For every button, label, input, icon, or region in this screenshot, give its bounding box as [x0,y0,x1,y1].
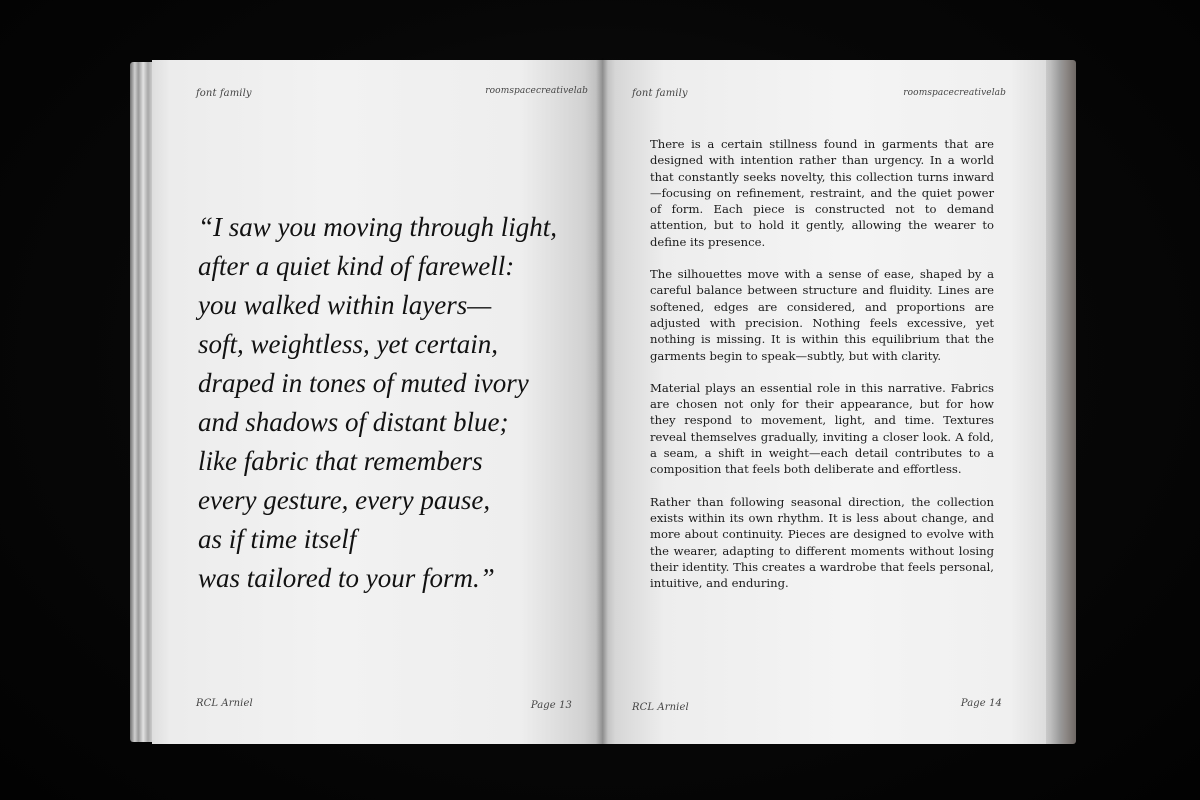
body-paragraph: There is a certain stillness found in garments that are designed with intention rather than urgency. In a world that constantly seeks novelty, this collection turns inward—focusing on refinement, restraint, and the quiet power of form. Each piece is constructed not to demand attention, but to hold it gently, allowing the wearer to define its presence. [650,137,994,249]
quote-line: every gesture, every pause, [198,485,491,515]
left-footer-author: RCL Arniel [196,698,253,709]
quote-line: was tailored to your form.” [198,563,495,593]
quote-line: as if time itself [198,524,357,554]
quote-line: draped in tones of muted ivory [198,368,529,398]
left-page-number: Page 13 [530,700,572,711]
left-page [152,60,602,744]
quote-line: you walked within layers— [198,290,492,320]
quote-line: “I saw you moving through light, [198,212,558,242]
left-header-site: roomspacecreativelab [485,86,588,96]
right-page-number: Page 14 [960,698,1002,709]
poem-quote [198,208,598,598]
body-text [650,136,994,607]
quote-line: and shadows of distant blue; [198,407,509,437]
quote-line: after a quiet kind of farewell: [198,251,515,281]
quote-line: like fabric that remembers [198,446,483,476]
right-header-site: roomspacecreativelab [903,88,1006,98]
right-page [602,60,1046,744]
left-header-label: font family [196,88,252,99]
right-header-label: font family [632,88,688,99]
body-paragraph: Rather than following seasonal direction, the collection exists within its own rhythm. It is less about change, and more about continuity. Pieces are designed to evolve with the wearer, adapting to different moments without losing their identity. This creates a wardrobe that feels personal, intuitive, and enduring. [650,494,994,591]
body-paragraph: Material plays an essential role in this narrative. Fabrics are chosen not only for their appearance, but for how they respond to movement, light, and time. Textures reveal themselves gradually, inviting a closer look. A fold, a seam, a shift in weight—each detail contributes to a composition that feels both deliberate and effortless. [650,380,994,477]
book-spine-shadow [596,58,608,746]
left-page-block-edge [130,62,154,742]
right-footer-author: RCL Arniel [632,702,689,713]
quote-line: soft, weightless, yet certain, [198,329,498,359]
body-paragraph: The silhouettes move with a sense of ease, shaped by a careful balance between structure and fluidity. Lines are softened, edges are considered, and proportions are adjusted with precision. Nothing feels excessive, yet nothing is missing. It is within this equilibrium that the garments begin to speak—subtly, but with clarity. [650,267,994,363]
